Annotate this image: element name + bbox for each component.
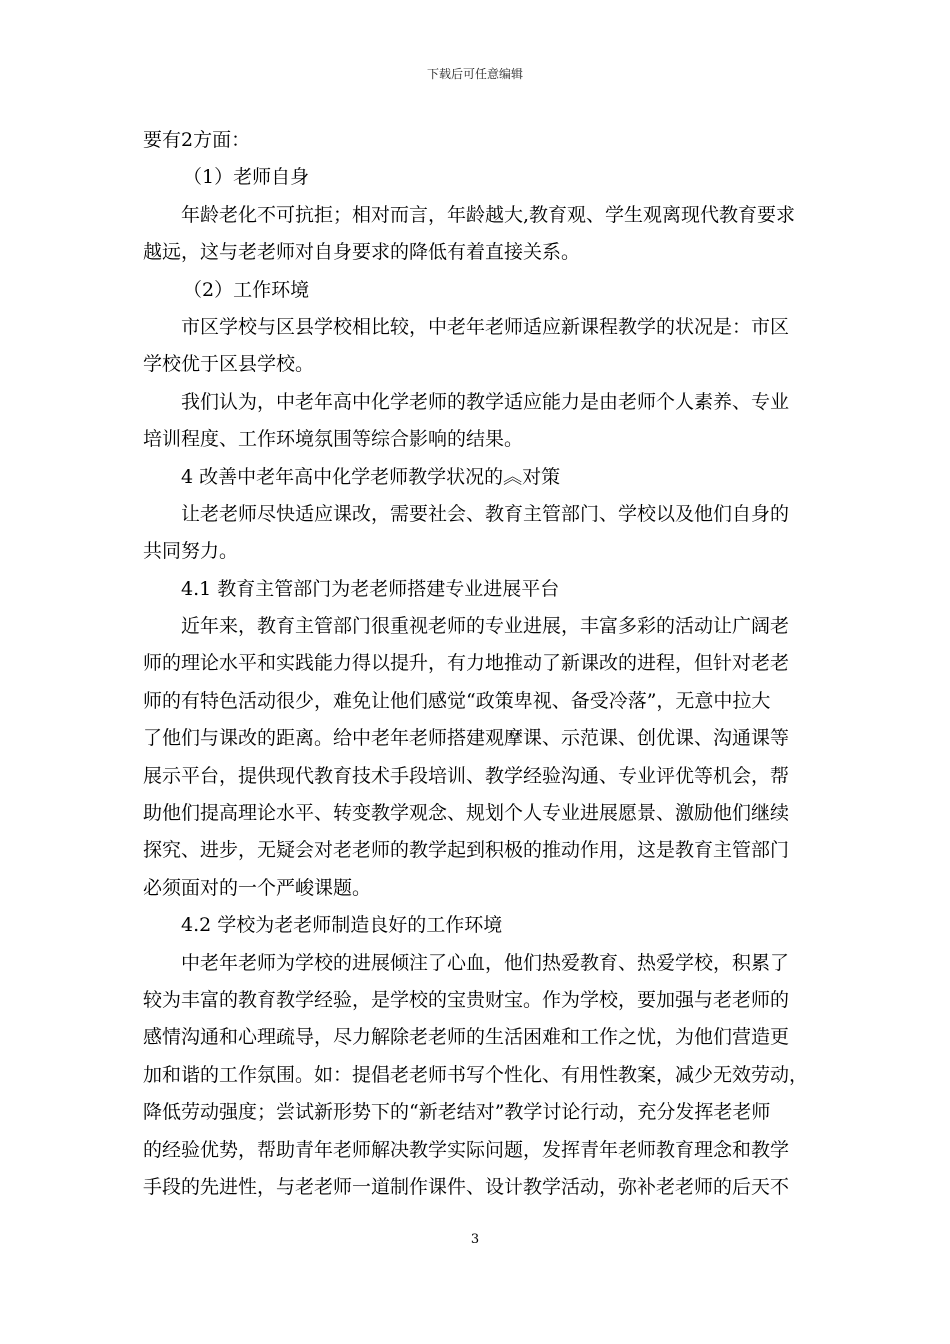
- text-line: 4.1 教育主管部门为老老师搭建专业进展平台: [181, 577, 560, 600]
- text-line: 师的理论水平和实践能力得以提升，有力地推动了新课改的进程，但针对老老: [143, 652, 790, 675]
- text-line: 共同努力。: [143, 540, 239, 563]
- text-line: 感情沟通和心理疏导，尽力解除老老师的生活困难和工作之忧，为他们营造更: [143, 1026, 790, 1049]
- text-line: 较为丰富的教育教学经验，是学校的宝贵财宝。作为学校，要加强与老老师的: [143, 988, 790, 1011]
- text-line: 探究、进步，无疑会对老老师的教学起到积极的推动作用，这是教育主管部门: [143, 839, 790, 862]
- text-line: 要有2方面：: [143, 129, 251, 151]
- text-line: 加和谐的工作氛围。如：提倡老老师书写个性化、有用性教案，减少无效劳动，: [143, 1063, 809, 1086]
- text-line: 手段的先进性，与老老师一道制作课件、设计教学活动，弥补老老师的后天不: [143, 1175, 790, 1198]
- text-line: 中老年老师为学校的进展倾注了心血，他们热爱教育、热爱学校，积累了: [181, 951, 790, 974]
- text-line: 越远，这与老老师对自身要求的降低有着直接关系。: [143, 241, 581, 264]
- text-line: 市区学校与区县学校相比较，中老年老师适应新课程教学的状况是：市区: [181, 315, 790, 338]
- text-line: 降低劳动强度；尝试新形势下的“新老结对”教学讨论行动，充分发挥老老师: [143, 1101, 771, 1124]
- text-line: （1）老师自身: [183, 166, 310, 189]
- text-line: 师的有特色活动很少，难免让他们感觉“政策卑视、备受冷落”，无意中拉大: [143, 689, 771, 712]
- text-line: 助他们提高理论水平、转变教学观念、规划个人专业进展愿景、激励他们继续: [143, 802, 790, 825]
- text-line: 必须面对的一个严峻课题。: [143, 876, 372, 899]
- text-line: 让老老师尽快适应课改，需要社会、教育主管部门、学校以及他们自身的: [181, 502, 790, 525]
- text-line: 学校优于区县学校。: [143, 353, 315, 376]
- text-line: 展示平台，提供现代教育技术手段培训、教学经验沟通、专业评优等机会，帮: [143, 764, 790, 787]
- document-body: [143, 122, 815, 1206]
- page-number: 3: [470, 1232, 480, 1247]
- page-header: 下载后可任意编辑: [426, 67, 523, 81]
- text-line: （2）工作环境: [183, 278, 310, 301]
- text-line: 了他们与课改的距离。给中老年老师搭建观摩课、示范课、创优课、沟通课等: [143, 727, 790, 750]
- text-line: 近年来，教育主管部门很重视老师的专业进展，丰富多彩的活动让广阔老: [181, 615, 790, 638]
- text-line: 4.2 学校为老老师制造良好的工作环境: [181, 914, 503, 937]
- text-line: 年龄老化不可抗拒；相对而言，年龄越大,教育观、学生观离现代教育要求: [181, 203, 796, 226]
- text-line: 培训程度、工作环境氛围等综合影响的结果。: [143, 428, 524, 451]
- text-line: 的经验优势，帮助青年老师解决教学实际问题，发挥青年老师教育理念和教学: [143, 1138, 790, 1161]
- text-line: 4 改善中老年高中化学老师教学状况的︽对策: [181, 465, 561, 488]
- text-line: 我们认为，中老年高中化学老师的教学适应能力是由老师个人素养、专业: [181, 390, 790, 413]
